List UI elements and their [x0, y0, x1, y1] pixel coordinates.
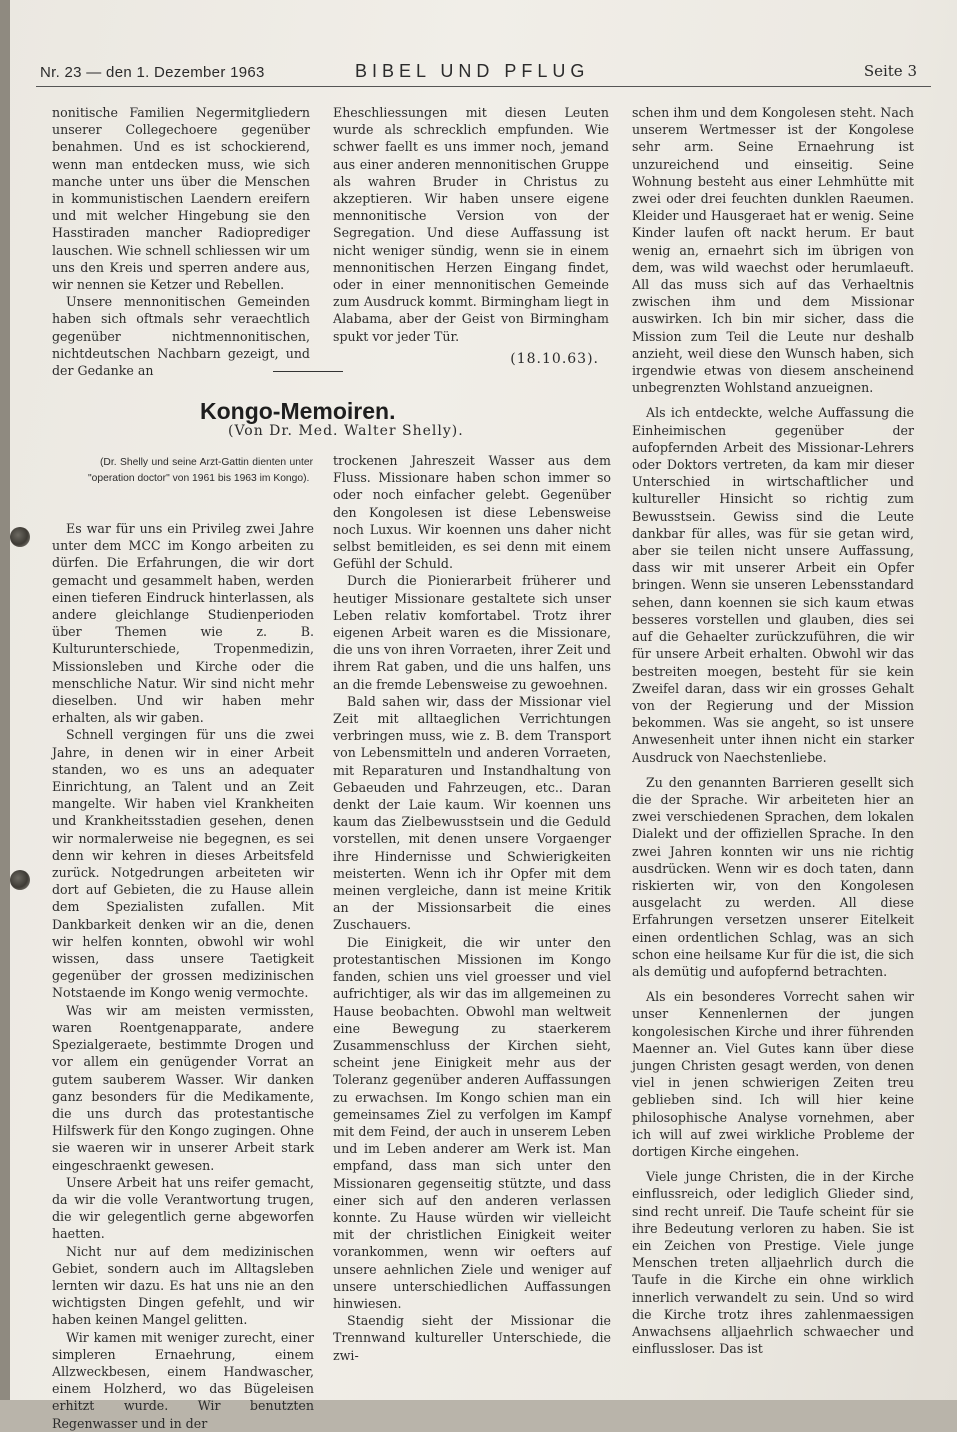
paragraph: Die Einigkeit, die wir unter den protestantischen Missionen im Kongo fanden, schien uns viel groesser und viel aufrichtiger, als wir das im allgemeinen zu Hause beobachten. Obwohl man weltweit eine Bewegung zu staerkerem Zusammenschluss der Kirchen sieht, scheint jene Einigkeit mehr aus der Toleranz gegenüber anderen Auffassungen zu erwachsen. Im Kongo schien man ein gemeinsames Ziel zu verfolgen im Kampf mit dem Feind, der auch in unserem Leben und im Leben anderer am Werk ist. Man empfand, dass man sich unter den Missionaren gegenseitig stützte, und dass einer sich auf den anderen verlassen konnte. Zu Hause würden wir vielleicht mit der christlichen Einigkeit weiter vorankommen, wenn wir oefters auf unsere aehnlichen Ziele und weniger auf unsere unterschiedlichen Auffassungen hinwiesen.: [333, 934, 611, 1311]
paragraph: Es war für uns ein Privileg zwei Jahre unter dem MCC im Kongo arbeiten zu dürfen. Die Erfahrungen, die wir dort gemacht und gesammelt haben, werden einen tieferen Eindruck hinterlassen, als andere gleichlange Studienperioden über Themen wie z. B. Kulturunterschiede, Tropenmedizin, Missionsleben und Kirche oder die menschliche Natur. Wir sind nicht mehr dieselben. Und wir haben mehr erhalten, als wir gaben.: [52, 521, 314, 726]
paragraph: schen ihm und dem Kongolesen steht. Nach unserem Wertmesser ist der Kongolese sehr arm. Seine Ernaehrung ist unzureichend und einseitig. Seine Wohnung besteht aus einer Lehmhütte mit zwei oder drei feuchten dunklen Raeumen. Kleider und Hausgeraet hat er wenig. Seine Kinder laufen oft nackt herum. Er baut wenig an, ernaehrt sich im übrigen von dem, was wild waechst oder herumlaeuft. All das muss sich auf das Verhaeltnis zwischen ihm und dem Missionar auswirken. Ich bin mir sicher, dass die Mission zum Teil die Leute nur deshalb anzieht, weil diese den Wunsch haben, sich irgendwie etwas von diesem anscheinend unbegrenzten Wohlstand anzueignen.: [632, 105, 914, 396]
paragraph: Schnell vergingen für uns die zwei Jahre, in denen wir in einer Arbeit standen, wo es uns an adequater Einrichtung, an Talent und an Zeit mangelte. Wir haben viel Krankheiten und Krankheitsstadien gesehen, denen wir normalerweise nie begegnen, es sei denn wir kehren in dieses Arbeitsfeld zurück. Notgedrungen arbeiteten wir dort auf Gebieten, die zu Hause allein dem Spezialisten zufallen. Mit Dankbarkeit denken wir an die, denen wir helfen konnten, obwohl wir wohl wissen, dass unsere Taetigkeit gegenüber der grossen medizinischen Notstaende im Kongo wenig vermochte.: [52, 727, 314, 1001]
paragraph: Unsere mennonitischen Gemeinden haben sich oftmals sehr veraechtlich gegenüber nichtmennonitischen, nichtdeutschen Nachbarn gezeigt, und der Gedanke an: [52, 294, 310, 379]
issue-date: Nr. 23 — den 1. Dezember 1963: [40, 64, 265, 81]
column-2-body: [333, 452, 611, 1363]
masthead: BIBEL UND PFLUG: [355, 61, 590, 81]
paragraph: Viele junge Christen, die in der Kirche einflussreich, oder lediglich Glieder sind, sind recht unreif. Die Taufe scheint für sie ihre Bedeutung verloren zu haben. Sie ist ein Zeichen von Prestige. Viele junge Menschen treten alljaehrlich durch die Taufe in die Kirche ein ohne wirklich innerlich verwandelt zu sein. Und so wird die Kirche trotz ihres zahlenmaessigen Anwachsens alljaehrlich schwaecher und einflussloser. Das ist: [632, 1169, 914, 1357]
page-header: [40, 60, 927, 84]
section-separator: [273, 371, 343, 372]
paragraph: Bald sahen wir, dass der Missionar viel Zeit mit alltaeglichen Verrichtungen verbringen muss, wie z. B. dem Transport von Lebensmitteln und anderen Vorraeten, mit Reparaturen und Instandhaltung von Gebaeuden und Fahrzeugen, etc.. Daran denkt der Laie kaum. Wir koennen uns kaum das Zielbewusstsein und die Geduld vorstellen, mit denen unsere Vorgaenger ihre Hindernisse und Schwierigkeiten meisterten. Wenn ich ihr Opfer mit dem meinen vergleiche, dann ist meine Kritik an der Missionsarbeit die eines Zuschauers.: [333, 693, 611, 933]
paragraph: trockenen Jahreszeit Wasser aus dem Fluss. Missionare haben schon immer so oder noch einfacher gelebt. Gegenüber den Kongolesen ist diese Lebensweise noch Luxus. Wir koennen uns daher nicht selbst bemitleiden, es sei denn mit einem Gefühl der Schuld.: [333, 453, 611, 572]
column-2-top: [333, 104, 609, 367]
author-note: [88, 455, 313, 487]
article-author: (Von Dr. Med. Walter Shelly).: [228, 423, 464, 439]
paragraph: Nicht nur auf dem medizinischen Gebiet, sondern auch im Alltagsleben lernten wir dazu. Es hat uns nie an den wichtigsten Dingen gefehlt, und wir haben keinen Mangel gelitten.: [52, 1243, 314, 1328]
column-1-body: [52, 520, 314, 1431]
paragraph: Eheschliessungen mit diesen Leuten wurde als schrecklich empfunden. Wie schwer faellt es uns immer noch, jemand aus einer anderen mennonitischen Gruppe als wahren Bruder in Christus zu akzeptieren. Wir haben unsere eigene mennonitische Version von der Segregation. Und diese Auffassung ist nicht weniger sündig, wenn sie in einem mennonitischen Herzen Eingang findet, oder in einer mennonitischen Gemeinde zum Ausdruck kommt. Birmingham liegt in Alabama, aber der Geist von Birmingham spukt vor jeder Tür.: [333, 105, 609, 344]
paragraph: Als ein besonderes Vorrecht sahen wir unser Kennenlernen der jungen kongolesischen Kirche und ihrer führenden Maenner an. Viel Gutes kann über diese jungen Christen gesagt werden, von denen viel in jenen schwierigen Zeiten treu geblieben sind. Ich will hier keine philosophische Analyse vornehmen, aber ich will auf zwei wirkliche Probleme der dortigen Kirche eingehen.: [632, 989, 914, 1159]
page-number: Seite 3: [863, 62, 917, 80]
paragraph: nonitische Familien Negermitgliedern unserer Collegechoere gegenüber benahmen. Und es ist schockierend, wenn man entdecken muss, wie sich manche unter uns über die Menschen in kommunistischen Laendern ereifern und mit welcher Hingebung sie den Hasstiraden mancher Radioprediger lauschen. Wie schnell schliessen wir um uns den Kreis und sperren andere aus, wir nennen sie Ketzer und Rebellen.: [52, 105, 310, 293]
paragraph: Wir kamen mit weniger zurecht, einer simpleren Ernaehrung, einem Allzweckbesen, einem Handwascher, einem Holzherd, wo das Bügeleisen erhitzt wurde. Wir benutzten Regenwasser und in der: [52, 1329, 314, 1431]
column-1-top: [52, 104, 310, 379]
column-3: [632, 104, 914, 1357]
binder-hole-lower: [10, 870, 30, 890]
paragraph: Staendig sieht der Missionar die Trennwand kultureller Unterschiede, die zwi-: [333, 1313, 611, 1363]
header-rule: [36, 86, 931, 87]
dateline: (18.10.63).: [510, 350, 599, 367]
paragraph: Was wir am meisten vermissten, waren Roentgenapparate, andere Spezialgeraete, bestimmte Drogen und vor allem ein genügender Vorrat an gutem sauberem Wasser. Wir danken ganz besonders für die Medikamente, die uns durch das protestantische Hilfswerk für den Kongo zugingen. Ohne sie waeren wir in unserer Arbeit stark eingeschraenkt gewesen.: [52, 1002, 314, 1173]
paragraph: Durch die Pionierarbeit früherer und heutiger Missionare gestaltete sich unser Leben relativ komfortabel. Trotz ihrer eigenen Arbeit waren es die Missionare, die uns von ihren Vorraeten, ihrer Zeit und ihrem Rat gaben, und die uns halfen, uns an die fremde Lebensweise zu gewoehnen.: [333, 573, 611, 692]
paragraph: Als ich entdeckte, welche Auffassung die Einheimischen gegenüber der aufopfernden Arbeit des Missionar-Lehrers oder Doktors vertreten, da kam mir dieser Unterschied in wirtschaftlicher und kultureller Hinsicht so richtig zum Bewusstsein. Gewiss sind die Leute dankbar für alles, was für sie getan wird, aber sie teilen nicht unsere Auffassung, dass wir mit unserer Arbeit ein Opfer bringen. Wenn sie unseren Lebensstandard sehen, dann koennen sie sich kaum etwas besseres vorstellen und glauben, dies sei auf die Gehaelter zurückzuführen, die wir für unsere Arbeit erhalten. Obwohl wir das bestreiten moegen, besteht für sie kein Zweifel daran, dass wir ein grosses Gehalt von der Regierung und der Mission bekommen. Was sie angeht, so ist unsere Anwesenheit unter ihnen nicht ein starker Ausdruck von Naechstenliebe.: [632, 405, 914, 765]
paragraph: Zu den genannten Barrieren gesellt sich die der Sprache. Wir arbeiteten hier an zwei verschiedenen Sprachen, dem lokalen Dialekt und der offiziellen Sprache. In den zwei Jahren konnten wir uns nie richtig ausdrücken. Wenn wir es doch taten, dann riskierten wir, von den Kongolesen ausgelacht zu werden. All diese Erfahrungen versetzen unserer Eitelkeit einen ordentlichen Schlag, was an sich schon eine heilsame Kur für die ist, die sich als demütig und aufopfernd betrachten.: [632, 774, 914, 979]
binding-edge: [0, 0, 10, 1400]
paragraph: Unsere Arbeit hat uns reifer gemacht, da wir die volle Verantwortung trugen, die wir gelegentlich gerne abgeworfen haetten.: [52, 1174, 314, 1242]
binder-hole-upper: [10, 527, 30, 547]
author-note-text: (Dr. Shelly und seine Arzt-Gattin dienten unter "operation doctor" von 1961 bis 1963 im Kongo).: [88, 457, 313, 484]
article-title: Kongo-Memoiren.: [200, 398, 396, 424]
